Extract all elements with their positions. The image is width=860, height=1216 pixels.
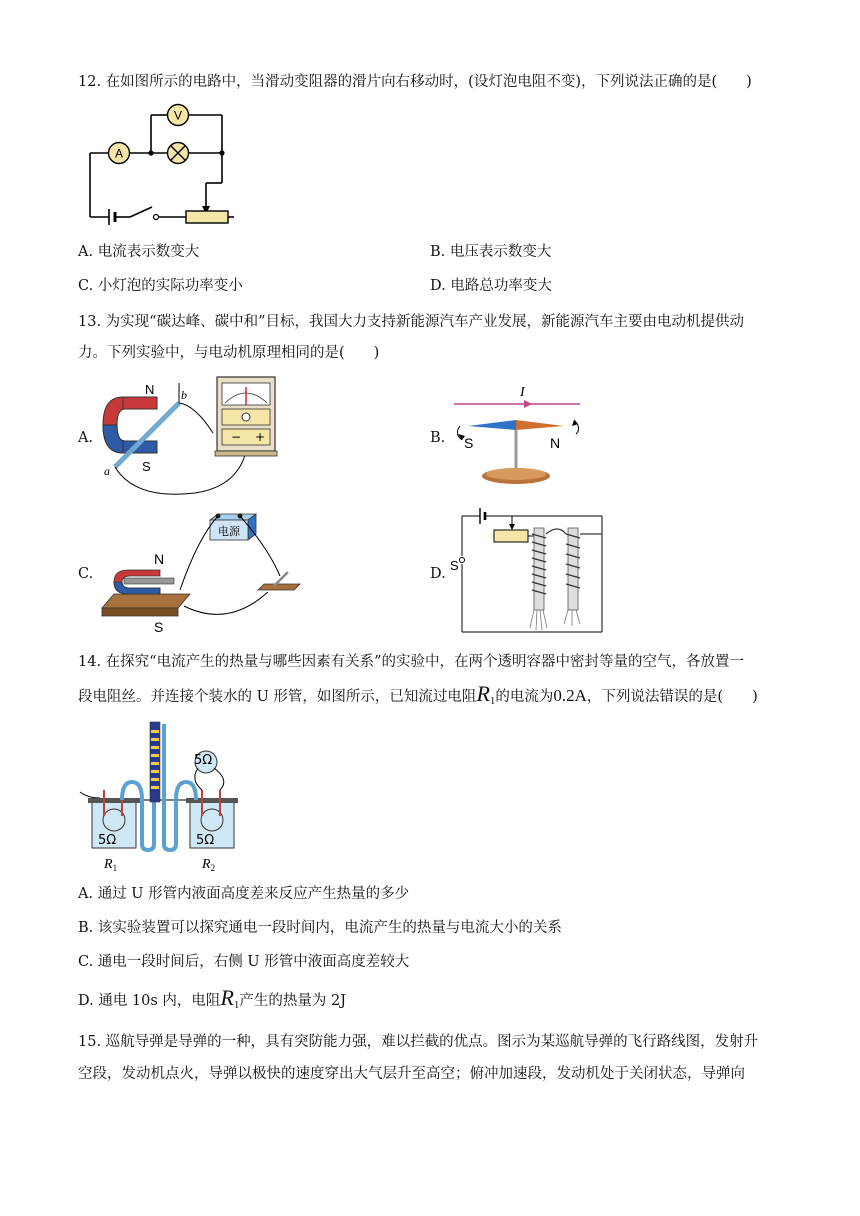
q14-r1-symbol: $R_1$ <box>476 681 496 707</box>
q13-figure-a[interactable] <box>95 375 295 505</box>
fig-a-end-b: b <box>181 388 187 402</box>
q14-option-b[interactable]: B. 该实验装置可以探究通电一段时间内，电流产生的热量与电流大小的关系 <box>78 920 562 936</box>
fig-c-north-label: N <box>154 551 165 567</box>
fig-b-current-label: I <box>520 385 525 400</box>
svg-text:+: + <box>255 430 266 444</box>
fig-c-south-label: S <box>154 619 164 635</box>
q13-figure-d[interactable] <box>448 504 608 636</box>
q15-line-1: 15. 巡航导弹是导弹的一种，具有突防能力强，难以拦截的优点。图示为某巡航导弹的飞行路线图，发射升 <box>78 1034 759 1050</box>
q13-option-a-letter[interactable]: A. <box>78 430 94 446</box>
q13-figure-c[interactable] <box>98 508 318 636</box>
q13-stem-line-1: 13. 为实现“碳达峰、碳中和”目标，我国大力支持新能源汽车产业发展，新能源汽车主要由电动机提供动 <box>78 314 744 330</box>
q14-option-d-r1: $R_1$ <box>220 985 240 1011</box>
q13-stem-line-2: 力。下列实验中，与电动机原理相同的是( ) <box>78 345 380 361</box>
q14-top-resistor-label: 5Ω <box>194 753 213 768</box>
fig-a-north-label: N <box>145 382 155 397</box>
q14-right-resistor-label: 5Ω <box>196 833 215 848</box>
fig-b-south-label: S <box>464 435 474 451</box>
fig-a-south-label: S <box>142 459 151 474</box>
q14-option-c[interactable]: C. 通电一段时间后，右侧 U 形管中液面高度差较大 <box>78 954 410 970</box>
q12-circuit-diagram <box>78 100 248 230</box>
q14-r1-label: $R_1$ <box>104 857 118 873</box>
q13-figure-b[interactable] <box>448 382 618 492</box>
svg-text:−: − <box>231 430 242 444</box>
q14-stem-text-a: 段电阻丝。并连接个装水的 U 形管，如图所示，已知流过电阻 <box>78 689 477 705</box>
q12-stem: 12. 在如图所示的电路中，当滑动变阻器的滑片向右移动时，(设灯泡电阻不变)，下列说法正确的是( ) <box>78 74 752 90</box>
fig-a-end-a: a <box>104 464 110 478</box>
q14-experiment-figure <box>78 720 248 878</box>
q12-option-b[interactable]: B. 电压表示数变大 <box>430 244 552 260</box>
q13-option-c-letter[interactable]: C. <box>78 566 94 582</box>
q14-left-resistor-label: 5Ω <box>98 833 117 848</box>
q14-r2-label: $R_2$ <box>202 857 216 873</box>
q12-option-a[interactable]: A. 电流表示数变大 <box>78 244 200 260</box>
q15-line-2: 空段，发动机点火，导弹以极快的速度穿出大气层升至高空；俯冲加速段，发动机处于关闭状态，导弹向 <box>78 1066 745 1082</box>
q13-option-d-letter[interactable]: D. <box>430 566 446 582</box>
q12-option-d[interactable]: D. 电路总功率变大 <box>430 278 552 294</box>
fig-c-power-label: 电源 <box>218 525 240 538</box>
q14-stem-text-b: 的电流为 <box>495 689 554 705</box>
q14-option-d[interactable]: D. 通电 10s 内，电阻$R_1$产生的热量为 2J <box>78 985 347 1011</box>
ammeter-label: A <box>114 146 124 161</box>
q14-stem-text-c: ，下列说法错误的是( ) <box>586 689 758 705</box>
q14-option-a[interactable]: A. 通过 U 形管内液面高度差来反应产生热量的多少 <box>78 886 410 902</box>
q12-option-c[interactable]: C. 小灯泡的实际功率变小 <box>78 278 243 294</box>
voltmeter-label: V <box>173 108 183 123</box>
q13-option-b-letter[interactable]: B. <box>430 430 446 446</box>
q14-stem-line-1: 14. 在探究“电流产生的热量与哪些因素有关系”的实验中，在两个透明容器中密封等量的空气，各放置一 <box>78 654 744 670</box>
fig-d-switch-label: S <box>450 558 459 573</box>
q14-stem-line-2 <box>78 681 758 711</box>
q14-current-value: 0.2A <box>553 686 587 705</box>
fig-b-north-label: N <box>550 435 561 451</box>
